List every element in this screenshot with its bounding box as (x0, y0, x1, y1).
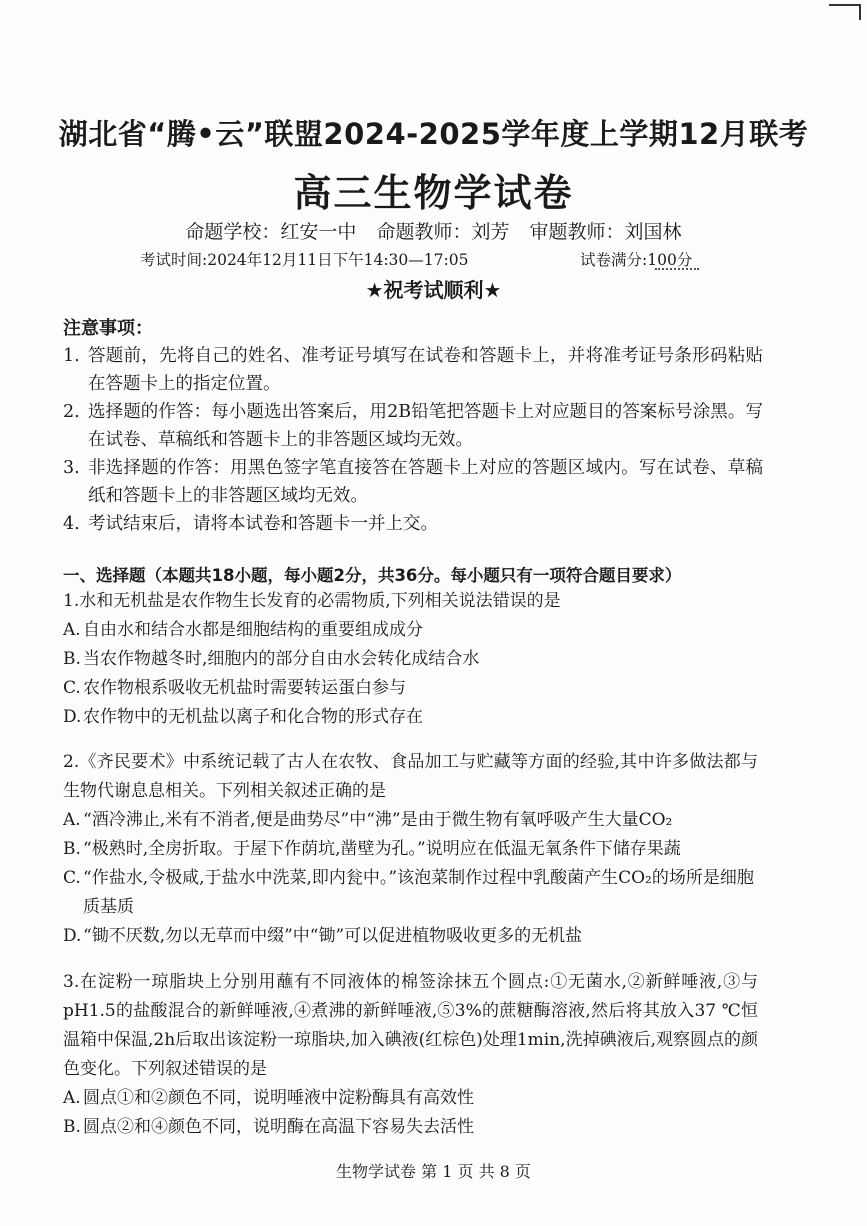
note-text: 非选择题的作答：用黑色签字笔直接答在答题卡上对应的答题区域内。写在试卷、草稿纸和答题卡上的非答题区域均无效。 (88, 458, 763, 506)
note-number: 4. (63, 514, 80, 534)
corner-mark (829, 4, 861, 20)
note-item (63, 398, 763, 454)
option-text: “极熟时,全房折取。于屋下作荫坑,凿壁为孔。”说明应在低温无氧条件下储存果蔬 (83, 839, 681, 859)
exam-time: 考试时间:2024年12月11日下午14:30—17:05 (140, 251, 469, 269)
option-b (63, 645, 758, 674)
note-number: 1. (63, 346, 80, 366)
question-stem: 1.水和无机盐是农作物生长发育的必需物质,下列相关说法错误的是 (63, 591, 561, 611)
option-label: B. (63, 649, 81, 669)
full-score: 试卷满分:100分 (580, 251, 693, 269)
note-number: 3. (63, 458, 80, 478)
option-label: D. (63, 707, 82, 727)
note-item (63, 454, 763, 510)
option-label: B. (63, 1117, 81, 1137)
option-c (63, 674, 758, 703)
option-d (63, 703, 758, 732)
option-d (63, 922, 758, 951)
option-text: 农作物中的无机盐以离子和化合物的形式存在 (83, 707, 423, 727)
option-text: 圆点①和②颜色不同，说明唾液中淀粉酶具有高效性 (83, 1088, 474, 1108)
question-1 (63, 587, 758, 732)
question-stem: 2.《齐民要术》中系统记载了古人在农牧、食品加工与贮藏等方面的经验,其中许多做法都与生物代谢息息相关。下列相关叙述正确的是 (63, 752, 758, 801)
option-label: A. (63, 810, 81, 830)
option-text: 当农作物越冬时,细胞内的部分自由水会转化成结合水 (83, 649, 480, 669)
option-text: 自由水和结合水都是细胞结构的重要组成成分 (83, 620, 423, 640)
option-b (63, 1113, 758, 1142)
option-label: C. (63, 868, 81, 888)
note-number: 2. (63, 402, 80, 422)
option-a (63, 1084, 758, 1113)
note-item (63, 510, 763, 538)
notes-list (63, 342, 763, 538)
note-item (63, 342, 763, 398)
exam-subject-title: 高三生物学试卷 (293, 171, 574, 215)
note-text: 答题前，先将自己的姓名、准考证号填写在试卷和答题卡上，并将准考证号条形码粘贴在答题卡上的指定位置。 (88, 346, 763, 394)
option-label: D. (63, 926, 82, 946)
note-text: 考试结束后，请将本试卷和答题卡一并上交。 (88, 514, 438, 534)
section-title: 一、选择题（本题共18小题，每小题2分，共36分。每小题只有一项符合题目要求） (63, 566, 682, 585)
school: 命题学校：红安一中 (185, 221, 357, 243)
option-text: “锄不厌数,勿以无草而中缀”中“锄”可以促进植物吸收更多的无机盐 (83, 926, 583, 946)
option-label: A. (63, 1088, 81, 1108)
option-text: “作盐水,令极咸,于盐水中洗菜,即内瓮中。”该泡菜制作过程中乳酸菌产生CO₂的场所是细胞质基质 (83, 868, 754, 917)
reviewer: 审题教师：刘国林 (529, 221, 682, 243)
option-label: B. (63, 839, 81, 859)
option-label: A. (63, 620, 81, 640)
option-a (63, 806, 758, 835)
option-label: C. (63, 678, 81, 698)
question-2 (63, 748, 758, 951)
page-footer: 生物学试卷 第 1 页 共 8 页 (336, 1162, 531, 1181)
blessing: ★祝考试顺利★ (365, 278, 502, 302)
option-text: “酒冷沸止,米有不消者,便是曲势尽”中“沸”是由于微生物有氧呼吸产生大量CO₂ (83, 810, 673, 830)
question-stem: 3.在淀粉一琼脂块上分别用蘸有不同液体的棉签涂抹五个圆点:①无菌水,②新鲜唾液,③与pH1.5的盐酸混合的新鲜唾液,④煮沸的新鲜唾液,⑤3%的蔗糖酶溶液,然后将其放入37 ℃恒温箱中保温,2h后取出该淀粉一琼脂块,加入碘液(红棕色)处理1min,洗掉碘液后,观察圆点的颜色变化。下列叙述错误的是 (63, 972, 758, 1079)
note-text: 选择题的作答：每小题选出答案后，用2B铅笔把答题卡上对应题目的答案标号涂黑。写在试卷、草稿纸和答题卡上的非答题区域均无效。 (88, 402, 763, 450)
exam-union-title: 湖北省“腾•云”联盟2024-2025学年度上学期12月联考 (58, 117, 809, 151)
notes-title: 注意事项： (63, 318, 153, 339)
option-text: 圆点②和④颜色不同，说明酶在高温下容易失去活性 (83, 1117, 474, 1137)
option-c (63, 864, 758, 922)
author: 命题教师：刘芳 (376, 221, 510, 243)
option-text: 农作物根系吸收无机盐时需要转运蛋白参与 (83, 678, 406, 698)
option-b (63, 835, 758, 864)
author-line (0, 217, 867, 244)
question-3 (63, 968, 758, 1142)
option-a (63, 616, 758, 645)
